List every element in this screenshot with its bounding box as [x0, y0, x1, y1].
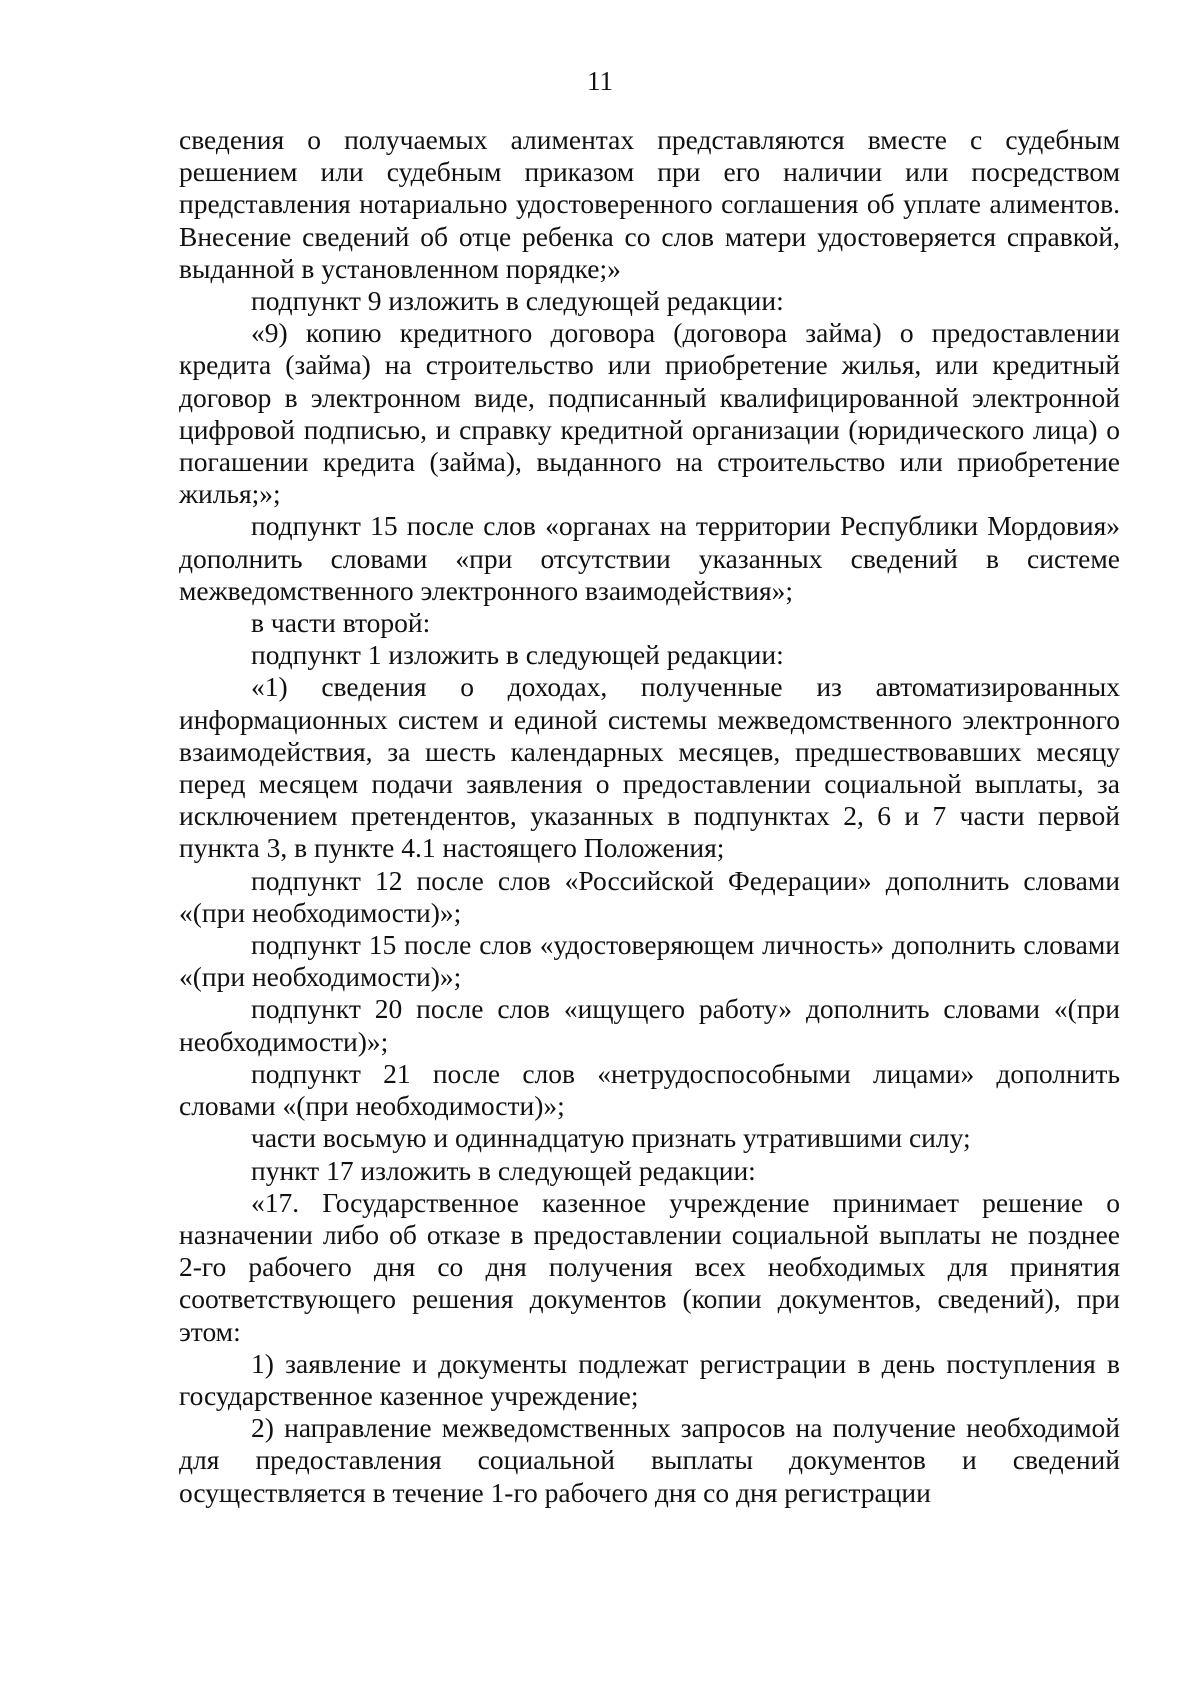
document-body	[179, 124, 1120, 1509]
paragraph-subitem-9-text: «9) копию кредитного договора (договора займа) о предоставлении кредита (займа) на строительство или приобретение жилья, или кредитный договор в электронном виде, подписанный квалифицированной электронной цифровой подписью, и справку кредитной организации (юридического лица) о погашении кредита (займа), выданного на строительство или приобретение жилья;»;	[179, 317, 1120, 510]
page-number: 11	[587, 66, 613, 96]
paragraph-parts-repealed: части восьмую и одиннадцатую признать утратившими силу;	[251, 1122, 971, 1154]
paragraph-item-17-heading: пункт 17 изложить в следующей редакции:	[251, 1154, 756, 1186]
paragraph-item-17-point-1: 1) заявление и документы подлежат регистрации в день поступления в государственное казенное учреждение;	[179, 1347, 1120, 1411]
paragraph-subitem-15-part-two-amendment: подпункт 15 после слов «удостоверяющем личность» дополнить словами «(при необходимости)»;	[179, 929, 1120, 993]
paragraph-subitem-21-amendment: подпункт 21 после слов «нетрудоспособными лицами» дополнить словами «(при необходимости)»;	[179, 1057, 1120, 1122]
paragraph-subitem-20-amendment: подпункт 20 после слов «ищущего работу» дополнить словами «(при необходимости)»;	[179, 993, 1120, 1057]
paragraph-subitem-1-heading: подпункт 1 изложить в следующей редакции:	[251, 639, 784, 671]
paragraph-item-17-point-2: 2) направление межведомственных запросов на получение необходимой для предоставления социальной выплаты документов и сведений осуществляется в течение 1-го рабочего дня со дня регистрации	[179, 1412, 1120, 1508]
paragraph-item-17-text: «17. Государственное казенное учреждение принимает решение о назначении либо об отказе в предоставлении социальной выплаты не позднее 2-го рабочего дня со дня получения всех необходимых для принятия соответствующего решения документов (копии документов, сведений), при этом:	[179, 1186, 1120, 1347]
paragraph-subitem-15-amendment: подпункт 15 после слов «органах на территории Республики Мордовия» дополнить словами «при отсутствии указанных сведений в системе межведомственного электронного взаимодействия»;	[179, 510, 1120, 606]
paragraph-part-two-heading: в части второй:	[251, 607, 431, 639]
paragraph-alimony-continuation: сведения о получаемых алиментах представляются вместе с судебным решением или судебным приказом при его наличии или посредством представления нотариально удостоверенного соглашения об уплате алиментов. Внесение сведений об отце ребенка со слов матери удостоверяется справкой, выданной в установленном порядке;»	[179, 124, 1120, 284]
paragraph-subitem-1-text: «1) сведения о доходах, полученные из автоматизированных информационных систем и единой системы межведомственного электронного взаимодействия, за шесть календарных месяцев, предшествовавших месяцу перед месяцем подачи заявления о предоставлении социальной выплаты, за исключением претендентов, указанных в подпунктах 2, 6 и 7 части первой пункта 3, в пункте 4.1 настоящего Положения;	[179, 671, 1120, 864]
paragraph-subitem-9-heading: подпункт 9 изложить в следующей редакции:	[251, 285, 784, 317]
paragraph-subitem-12-amendment: подпункт 12 после слов «Российской Федерации» дополнить словами «(при необходимости)»;	[179, 864, 1120, 928]
